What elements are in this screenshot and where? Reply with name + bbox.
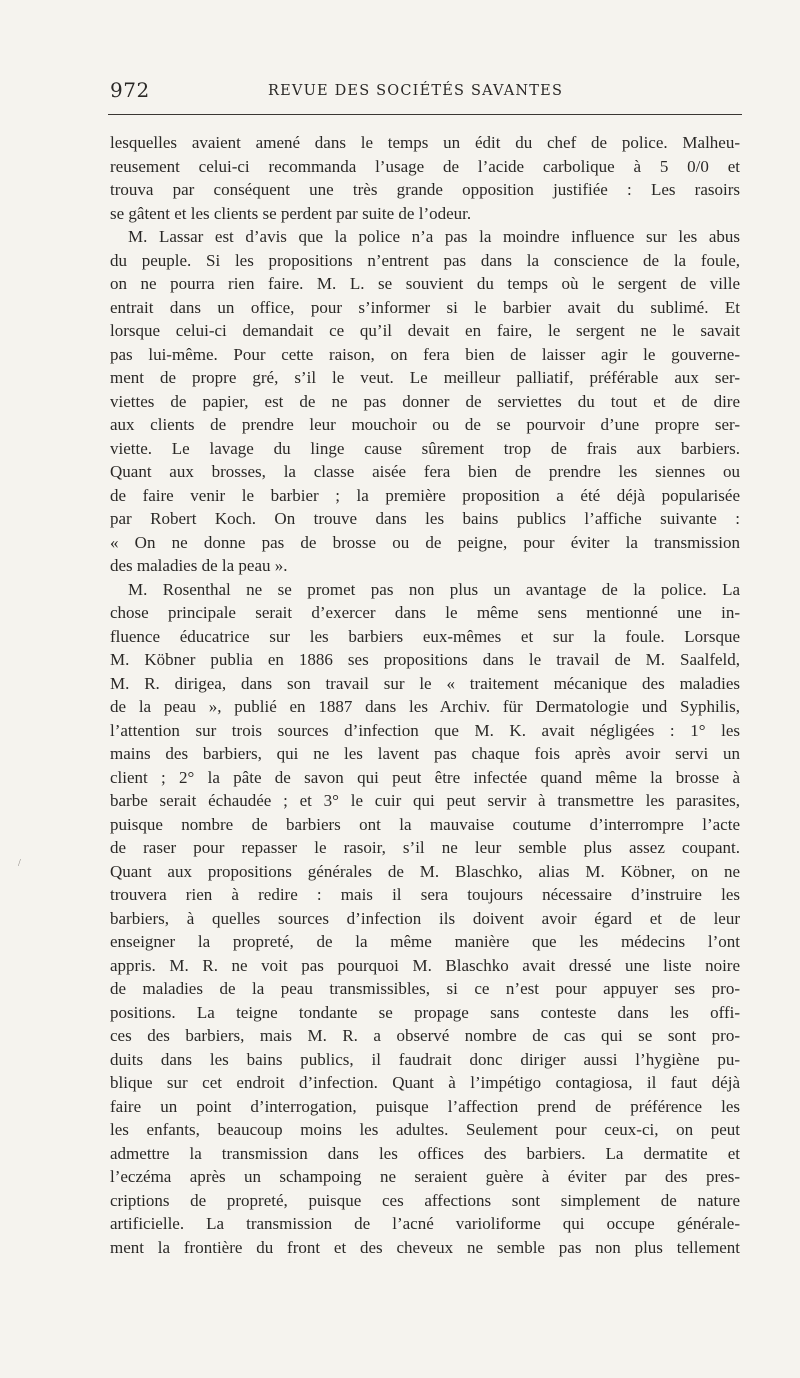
text-line: de maladies de la peau transmissibles, si ce n’est pour appuyer ses pro- (110, 979, 740, 998)
text-line: on ne pourra rien faire. M. L. se souvient du temps où le sergent de ville (110, 274, 740, 293)
text-line: lesquelles avaient amené dans le temps un édit du chef de police. Malheu- (110, 133, 740, 152)
text-line: viette. Le lavage du linge cause sûrement trop de frais aux barbiers. (110, 438, 740, 458)
header-rule (108, 114, 742, 115)
text-line: M. Köbner publia en 1886 ses propositions dans le travail de M. Saalfeld, (110, 650, 740, 669)
text-line: barbe serait échaudée ; et 3° le cuir qui peut servir à transmettre les parasites, (110, 791, 740, 810)
text-line: de raser pour repasser le rasoir, s’il ne leur semble plus assez coupant. (110, 838, 740, 857)
text-line: appris. M. R. ne voit pas pourquoi M. Blaschko avait dressé une liste noire (110, 955, 740, 975)
text-line: entrait dans un office, pour s’informer si le barbier avait du sublimé. Et (110, 297, 740, 317)
text-line: pas lui-même. Pour cette raison, on fera bien de laisser agir le gouverne- (110, 344, 740, 364)
text-line: ment de propre gré, s’il le veut. Le meilleur palliatif, préférable aux ser- (110, 368, 740, 387)
text-line: Quant aux brosses, la classe aisée fera bien de prendre les siennes ou (110, 462, 740, 481)
text-line: criptions de propreté, puisque ces affections sont simplement de nature (110, 1190, 740, 1210)
text-line: mains des barbiers, qui ne les lavent pas chaque fois après avoir servi un (110, 744, 740, 763)
body-text (110, 131, 740, 1259)
text-line: ment la frontière du front et des cheveux ne semble pas non plus tellement (110, 1237, 740, 1257)
text-line: du peuple. Si les propositions n’entrent pas dans la conscience de la foule, (110, 250, 740, 270)
text-line: par Robert Koch. On trouve dans les bains publics l’affiche suivante : (110, 509, 740, 528)
text-line: « On ne donne pas de brosse ou de peigne, pour éviter la transmission (110, 532, 740, 552)
text-line: blique sur cet endroit d’infection. Quant à l’impétigo contagiosa, il faut déjà (110, 1073, 740, 1092)
text-line: l’attention sur trois sources d’infection que M. K. avait négligées : 1° les (110, 720, 740, 740)
page-header (110, 78, 742, 108)
text-line: admettre la transmission dans les offices des barbiers. La dermatite et (110, 1143, 740, 1163)
text-line: client ; 2° la pâte de savon qui peut être infectée quand même la brosse à (110, 767, 740, 787)
text-line: de la peau », publié en 1887 dans les Archiv. für Dermatologie und Syphilis, (110, 697, 740, 716)
text-line: lorsque celui-ci demandait ce qu’il devait en faire, le sergent ne le savait (110, 321, 740, 340)
text-line: puisque nombre de barbiers ont la mauvaise coutume d’interrompre l’acte (110, 814, 740, 834)
text-line: reusement celui-ci recommanda l’usage de l’acide carbolique à 5 0/0 et (110, 156, 740, 176)
text-line: duits dans les bains publics, il faudrait donc diriger aussi l’hygiène pu- (110, 1049, 740, 1069)
page-number: 972 (110, 78, 150, 102)
text-line: trouva par conséquent une très grande opposition justifiée : Les rasoirs (110, 180, 740, 199)
text-line: artificielle. La transmission de l’acné varioliforme qui occupe générale- (110, 1214, 740, 1233)
text-line: aux clients de prendre leur mouchoir ou de se pourvoir d’une propre ser- (110, 415, 740, 434)
text-line: M. Lassar est d’avis que la police n’a pas la moindre influence sur les abus (128, 227, 740, 246)
text-line: enseigner la propreté, de la même manière que les médecins l’ont (110, 932, 740, 951)
text-line: ces des barbiers, mais M. R. a observé nombre de cas qui se sont pro- (110, 1026, 740, 1045)
text-line: trouvera rien à redire : mais il sera toujours nécessaire d’instruire les (110, 885, 740, 904)
text-line: positions. La teigne tondante se propage sans conteste dans les offi- (110, 1002, 740, 1022)
text-line: viettes de papier, est de ne pas donner de serviettes du tout et de dire (110, 391, 740, 411)
text-line: fluence éducatrice sur les barbiers eux-mêmes et sur la foule. Lorsque (110, 626, 740, 646)
text-line: les enfants, beaucoup moins les adultes. Seulement pour ceux-ci, on peut (110, 1120, 740, 1139)
text-line: des maladies de la peau ». (110, 556, 288, 575)
text-line: chose principale serait d’exercer dans le même sens mentionné une in- (110, 603, 740, 622)
text-line: de faire venir le barbier ; la première proposition a été déjà popularisée (110, 485, 740, 505)
running-title: REVUE DES SOCIÉTÉS SAVANTES (268, 83, 564, 99)
text-line: M. Rosenthal ne se promet pas non plus un avantage de la police. La (128, 579, 740, 599)
text-line: M. R. dirigea, dans son travail sur le « traitement mécanique des maladies (110, 673, 740, 693)
margin-mark: / (18, 858, 21, 869)
text-line: Quant aux propositions générales de M. Blaschko, alias M. Köbner, on ne (110, 861, 740, 881)
text-line: faire un point d’interrogation, puisque l’affection prend de préférence les (110, 1096, 740, 1116)
text-line: se gâtent et les clients se perdent par suite de l’odeur. (110, 203, 472, 223)
text-line: l’eczéma après un schampoing ne seraient guère à éviter par des pres- (110, 1167, 740, 1186)
text-line: barbiers, à quelles sources d’infection ils doivent avoir égard et de leur (110, 908, 740, 928)
